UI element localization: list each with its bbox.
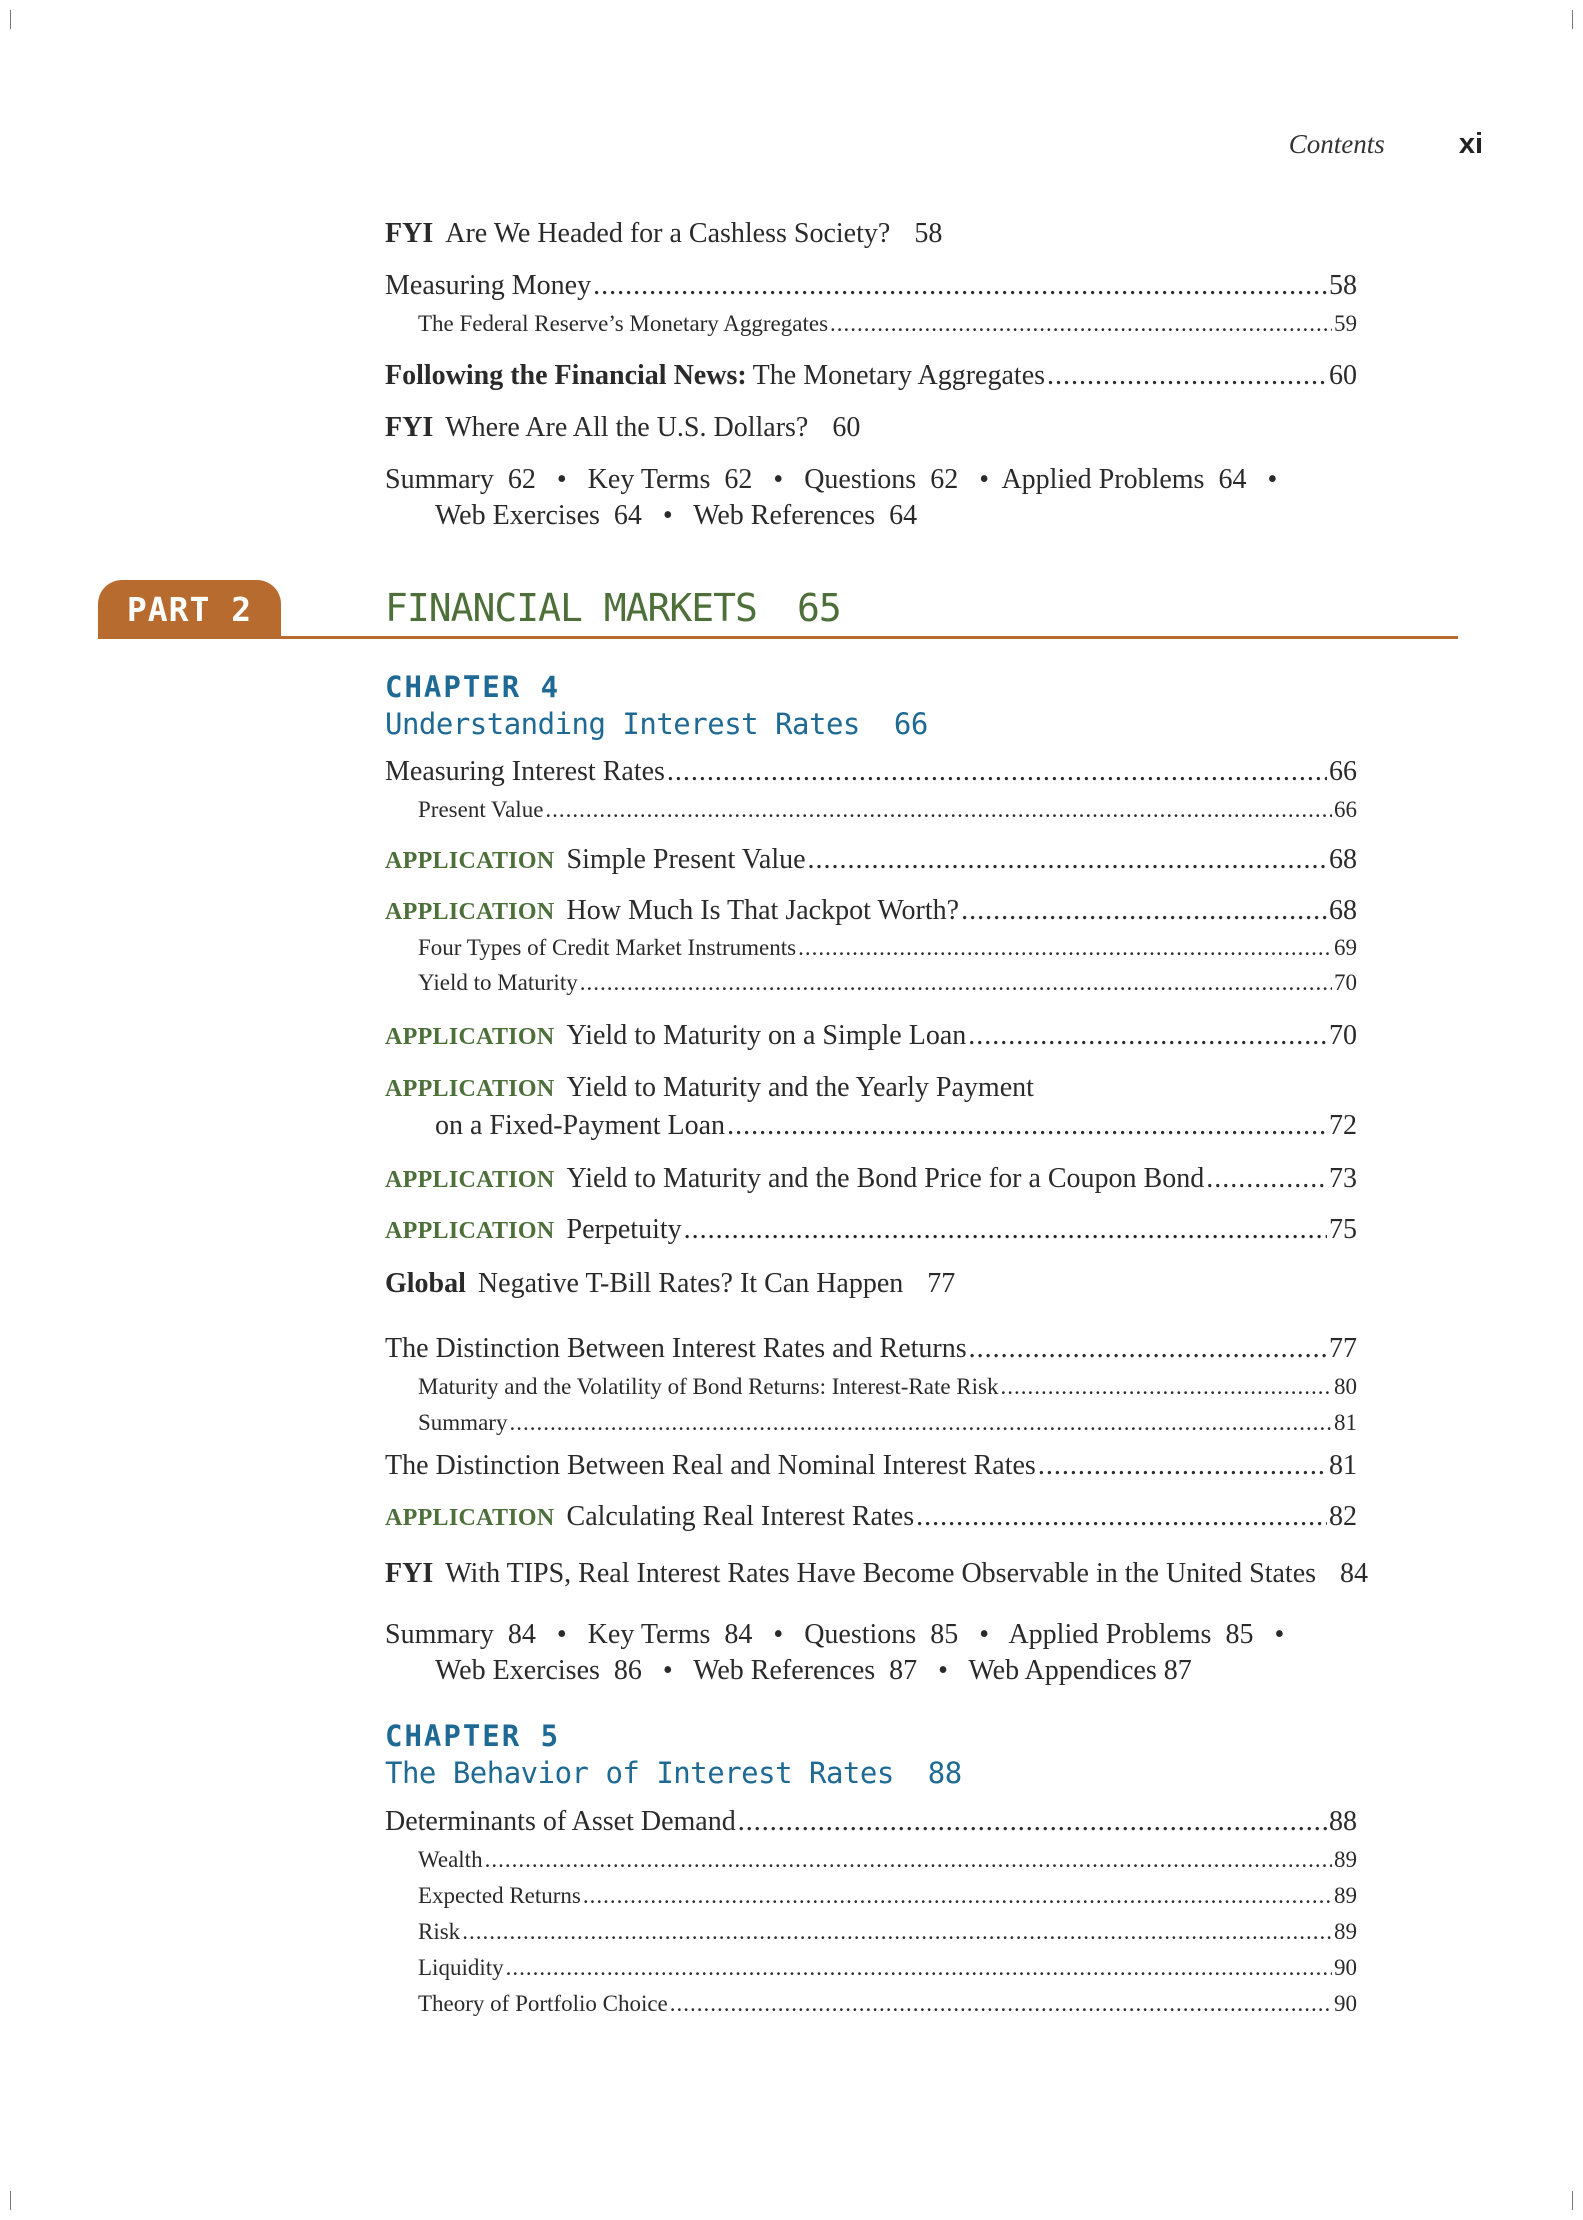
application-tag: APPLICATION	[385, 1218, 555, 1244]
entry-page: 66	[1334, 797, 1357, 822]
chapter-title[interactable]	[385, 707, 928, 741]
toc-subentry[interactable]	[418, 970, 1357, 996]
toc-application-entry[interactable]	[385, 1214, 1357, 1246]
entry-page: 90	[1334, 1955, 1357, 1980]
chapter-title-text: Understanding Interest Rates	[385, 707, 860, 741]
entry-title: Measuring Money	[385, 270, 592, 301]
toc-entry[interactable]	[385, 756, 1357, 788]
end-matter-line: Summary 62 • Key Terms 62 • Questions 62 • Applied Problems 64 •	[385, 464, 1278, 495]
entry-title: Yield to Maturity on a Simple Loan	[566, 1020, 967, 1051]
dot-leader	[969, 1333, 1327, 1365]
entry-page: 58	[1329, 270, 1357, 301]
page-number: xi	[1458, 128, 1483, 160]
dot-leader	[593, 270, 1327, 302]
entry-title: Risk	[418, 1919, 461, 1944]
toc-fyi-entry[interactable]	[385, 1558, 1368, 1590]
entry-page: 77	[1329, 1333, 1357, 1364]
entry-title: Simple Present Value	[566, 844, 806, 875]
dot-leader	[738, 1806, 1327, 1838]
toc-entry[interactable]	[385, 1333, 1357, 1365]
entry-title: How Much Is That Jackpot Worth?	[566, 895, 960, 926]
toc-application-entry[interactable]	[385, 1501, 1357, 1533]
toc-news-entry[interactable]	[385, 360, 1357, 392]
entry-page: 68	[1329, 844, 1357, 875]
dot-leader	[667, 756, 1327, 788]
end-matter-line: Web Exercises 64 • Web References 64	[435, 500, 918, 531]
entry-page: 89	[1334, 1847, 1357, 1872]
entry-page: 80	[1334, 1374, 1357, 1399]
entry-page: 70	[1334, 970, 1357, 995]
entry-title: Summary	[418, 1410, 508, 1435]
entry-page: 81	[1334, 1410, 1357, 1435]
entry-title: Determinants of Asset Demand	[385, 1806, 736, 1837]
dot-leader	[916, 1501, 1327, 1533]
entry-title: on a Fixed-Payment Loan	[435, 1110, 726, 1141]
entry-title: Liquidity	[418, 1955, 504, 1980]
entry-title: Where Are All the U.S. Dollars?	[445, 412, 809, 443]
entry-title: Measuring Interest Rates	[385, 756, 665, 787]
application-tag: APPLICATION	[385, 1505, 555, 1531]
toc-subentry[interactable]	[418, 935, 1357, 961]
entry-page: 66	[1329, 756, 1357, 787]
entry-page: 90	[1334, 1991, 1357, 2016]
chapter-page: 88	[927, 1756, 962, 1790]
toc-application-entry[interactable]	[385, 1072, 1034, 1104]
dot-leader	[830, 311, 1332, 337]
toc-application-entry[interactable]	[385, 895, 1357, 927]
entry-page: 60	[1329, 360, 1357, 391]
application-tag: APPLICATION	[385, 1167, 555, 1193]
toc-subentry[interactable]	[418, 311, 1357, 337]
toc-subentry[interactable]	[418, 1847, 1357, 1873]
part-tab: PART 2	[98, 580, 281, 638]
chapter-label: CHAPTER 4	[385, 670, 561, 704]
dot-leader	[583, 1883, 1332, 1909]
dot-leader	[580, 970, 1332, 996]
fyi-tag: FYI	[385, 1558, 434, 1589]
chapter-title-text: The Behavior of Interest Rates	[385, 1756, 894, 1790]
toc-subentry[interactable]	[418, 1991, 1357, 2017]
entry-title: Are We Headed for a Cashless Society?	[445, 218, 891, 249]
entry-page: 69	[1334, 935, 1357, 960]
toc-subentry[interactable]	[418, 1410, 1357, 1436]
crop-mark	[1572, 2191, 1573, 2210]
fyi-tag: FYI	[385, 412, 434, 443]
entry-title: Four Types of Credit Market Instruments	[418, 935, 797, 960]
entry-page: 82	[1329, 1501, 1357, 1532]
chapter-label: CHAPTER 5	[385, 1719, 561, 1753]
part-rule	[98, 636, 1458, 639]
application-tag: APPLICATION	[385, 1076, 555, 1102]
dot-leader	[485, 1847, 1332, 1873]
entry-title: Theory of Portfolio Choice	[418, 1991, 668, 2016]
entry-page: 60	[832, 412, 861, 443]
part-title[interactable]	[385, 586, 841, 630]
news-tag: Following the Financial News:	[385, 360, 747, 391]
dot-leader	[684, 1214, 1327, 1246]
dot-leader	[509, 1410, 1332, 1436]
entry-page: 68	[1329, 895, 1357, 926]
crop-mark	[10, 10, 11, 29]
entry-title: Negative T-Bill Rates? It Can Happen	[477, 1268, 904, 1299]
fyi-tag: FYI	[385, 218, 434, 249]
entry-page: 77	[927, 1268, 956, 1299]
dot-leader	[961, 895, 1327, 927]
chapter-page: 66	[893, 707, 928, 741]
toc-subentry[interactable]	[418, 1955, 1357, 1981]
dot-leader	[506, 1955, 1332, 1981]
entry-title: Expected Returns	[418, 1883, 581, 1908]
toc-fyi-entry[interactable]	[385, 218, 942, 250]
entry-title: With TIPS, Real Interest Rates Have Become Observable in the United States	[445, 1558, 1317, 1589]
entry-title: Wealth	[418, 1847, 483, 1872]
dot-leader	[545, 797, 1332, 823]
entry-page: 75	[1329, 1214, 1357, 1245]
toc-application-entry[interactable]	[385, 1163, 1357, 1195]
toc-application-entry[interactable]	[385, 1020, 1357, 1052]
entry-page: 58	[914, 218, 943, 249]
entry-page: 72	[1329, 1110, 1357, 1141]
entry-title: Yield to Maturity and the Bond Price for a Coupon Bond	[566, 1163, 1205, 1194]
application-tag: APPLICATION	[385, 848, 555, 874]
entry-page: 73	[1329, 1163, 1357, 1194]
dot-leader	[1047, 360, 1327, 392]
entry-title: The Federal Reserve’s Monetary Aggregates	[418, 311, 829, 336]
toc-entry[interactable]	[385, 270, 1357, 302]
dot-leader	[1206, 1163, 1327, 1195]
entry-title: Yield to Maturity and the Yearly Payment	[566, 1072, 1034, 1103]
entry-title: The Monetary Aggregates	[752, 360, 1046, 391]
dot-leader	[968, 1020, 1327, 1052]
running-head	[1289, 128, 1483, 161]
application-tag: APPLICATION	[385, 899, 555, 925]
toc-subentry[interactable]	[418, 1919, 1357, 1945]
toc-fyi-entry[interactable]	[385, 412, 860, 444]
entry-page: 84	[1340, 1558, 1369, 1589]
dot-leader	[462, 1919, 1332, 1945]
entry-title: Perpetuity	[566, 1214, 682, 1245]
toc-subentry[interactable]	[418, 1883, 1357, 1909]
dot-leader	[1000, 1374, 1332, 1400]
toc-subentry[interactable]	[418, 797, 1357, 823]
entry-page: 89	[1334, 1883, 1357, 1908]
crop-mark	[1572, 10, 1573, 29]
entry-title: The Distinction Between Real and Nominal Interest Rates	[385, 1450, 1036, 1481]
dot-leader	[798, 935, 1332, 961]
toc-entry[interactable]	[385, 1450, 1357, 1482]
toc-global-entry[interactable]	[385, 1268, 955, 1300]
entry-page: 88	[1329, 1806, 1357, 1837]
entry-title: Maturity and the Volatility of Bond Returns: Interest-Rate Risk	[418, 1374, 999, 1399]
part-page: 65	[796, 586, 841, 630]
toc-application-entry[interactable]	[385, 844, 1357, 876]
toc-entry-continuation[interactable]	[435, 1110, 1357, 1142]
end-matter-line: Summary 84 • Key Terms 84 • Questions 85 • Applied Problems 85 •	[385, 1619, 1285, 1650]
part-title-text: FINANCIAL MARKETS	[385, 586, 757, 630]
dot-leader	[727, 1110, 1327, 1142]
running-head-label: Contents	[1288, 129, 1385, 159]
entry-page: 70	[1329, 1020, 1357, 1051]
crop-mark	[10, 2191, 11, 2210]
entry-title: Yield to Maturity	[418, 970, 578, 995]
entry-page: 81	[1329, 1450, 1357, 1481]
global-tag: Global	[385, 1268, 466, 1299]
entry-title: Present Value	[418, 797, 544, 822]
chapter-title[interactable]	[385, 1756, 962, 1790]
end-matter-line: Web Exercises 86 • Web References 87 • Web Appendices 87	[435, 1655, 1192, 1686]
toc-entry[interactable]	[385, 1806, 1357, 1838]
toc-subentry[interactable]	[418, 1374, 1357, 1400]
entry-page: 89	[1334, 1919, 1357, 1944]
dot-leader	[808, 844, 1327, 876]
dot-leader	[1038, 1450, 1327, 1482]
application-tag: APPLICATION	[385, 1024, 555, 1050]
dot-leader	[670, 1991, 1332, 2017]
entry-title: The Distinction Between Interest Rates and Returns	[385, 1333, 967, 1364]
entry-page: 59	[1334, 311, 1357, 336]
entry-title: Calculating Real Interest Rates	[566, 1501, 915, 1532]
